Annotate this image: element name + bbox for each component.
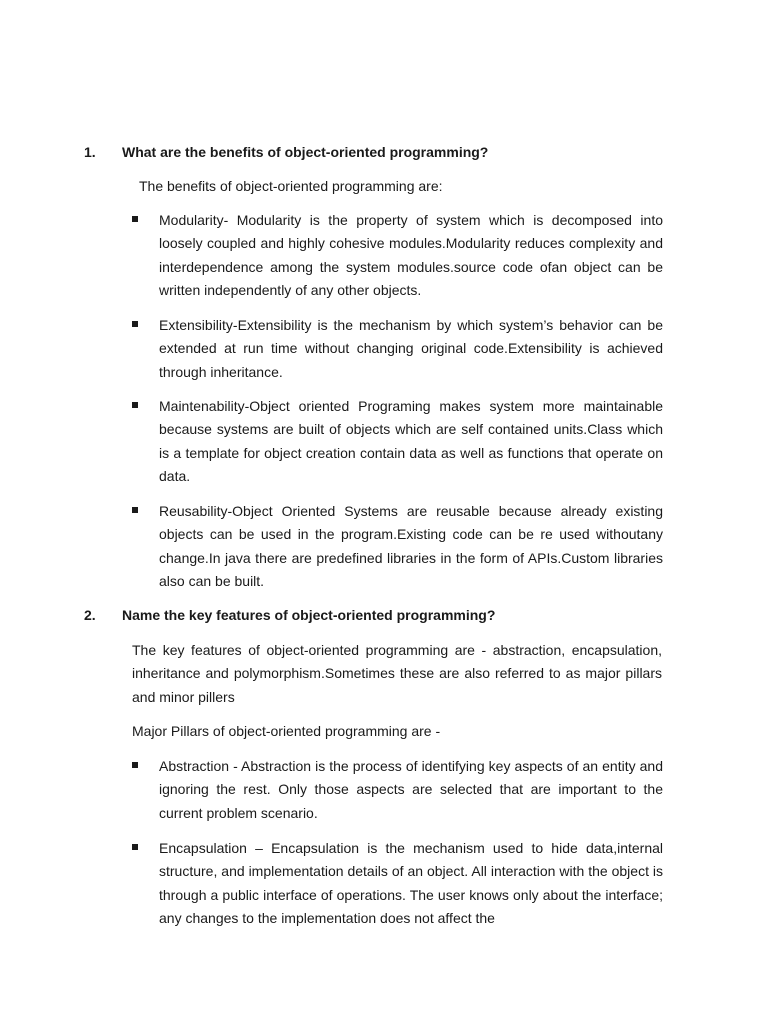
bullet-marker [132,844,138,850]
question-2-bullet-abstraction: Abstraction - Abstraction is the process of identifying key aspects of an entity and ignoring the rest. Only those aspects are selected that are important to the current problem scenario. [159,758,663,821]
bullet-marker [132,216,138,222]
question-2-text: Name the key features of object-oriented programming? [122,607,496,623]
question-1-bullet-extensibility: Extensibility-Extensibility is the mechanism by which system’s behavior can be extended at run time without changing original code.Extensibility is achieved through inheritance. [159,317,663,380]
question-2-bullet-encapsulation: Encapsulation – Encapsulation is the mechanism used to hide data,internal structure, and implementation details of an object. All interaction with the object is through a public interface of operations. The user knows only about the interface; any changes to the implementation does not affect the [159,840,663,926]
question-1-number: 1. [84,144,96,160]
bullet-marker [132,321,138,327]
question-1-text: What are the benefits of object-oriented programming? [122,144,489,160]
bullet-marker [132,762,138,768]
bullet-marker [132,402,138,408]
question-1-bullet-maintainability: Maintenability-Object oriented Programing makes system more maintainable because systems are built of objects which are self contained units.Class which is a template for object creation contain data as well as functions that operate on data. [159,398,663,484]
question-1-intro: The benefits of object-oriented programming are: [139,178,443,194]
major-pillars-intro: Major Pillars of object-oriented programming are - [132,723,441,739]
bullet-marker [132,507,138,513]
question-2-number: 2. [84,607,96,623]
question-1-bullet-reusability: Reusability-Object Oriented Systems are reusable because already existing objects can be used in the program.Existing code can be re used withoutany change.In java there are predefined libraries in the form of APIs.Custom libraries also can be built. [159,503,663,589]
question-1-heading [84,141,488,164]
question-2-heading [84,604,495,627]
question-1-bullet-modularity: Modularity- Modularity is the property of system which is decomposed into loosely coupled and highly cohesive modules.Modularity reduces complexity and interdependence among the system modules.source code ofan object can be written independently of any other objects. [159,212,663,298]
question-2-intro: The key features of object-oriented programming are - abstraction, encapsulation, inheritance and polymorphism.Sometimes these are also referred to as major pillars and minor pillers [132,642,662,705]
